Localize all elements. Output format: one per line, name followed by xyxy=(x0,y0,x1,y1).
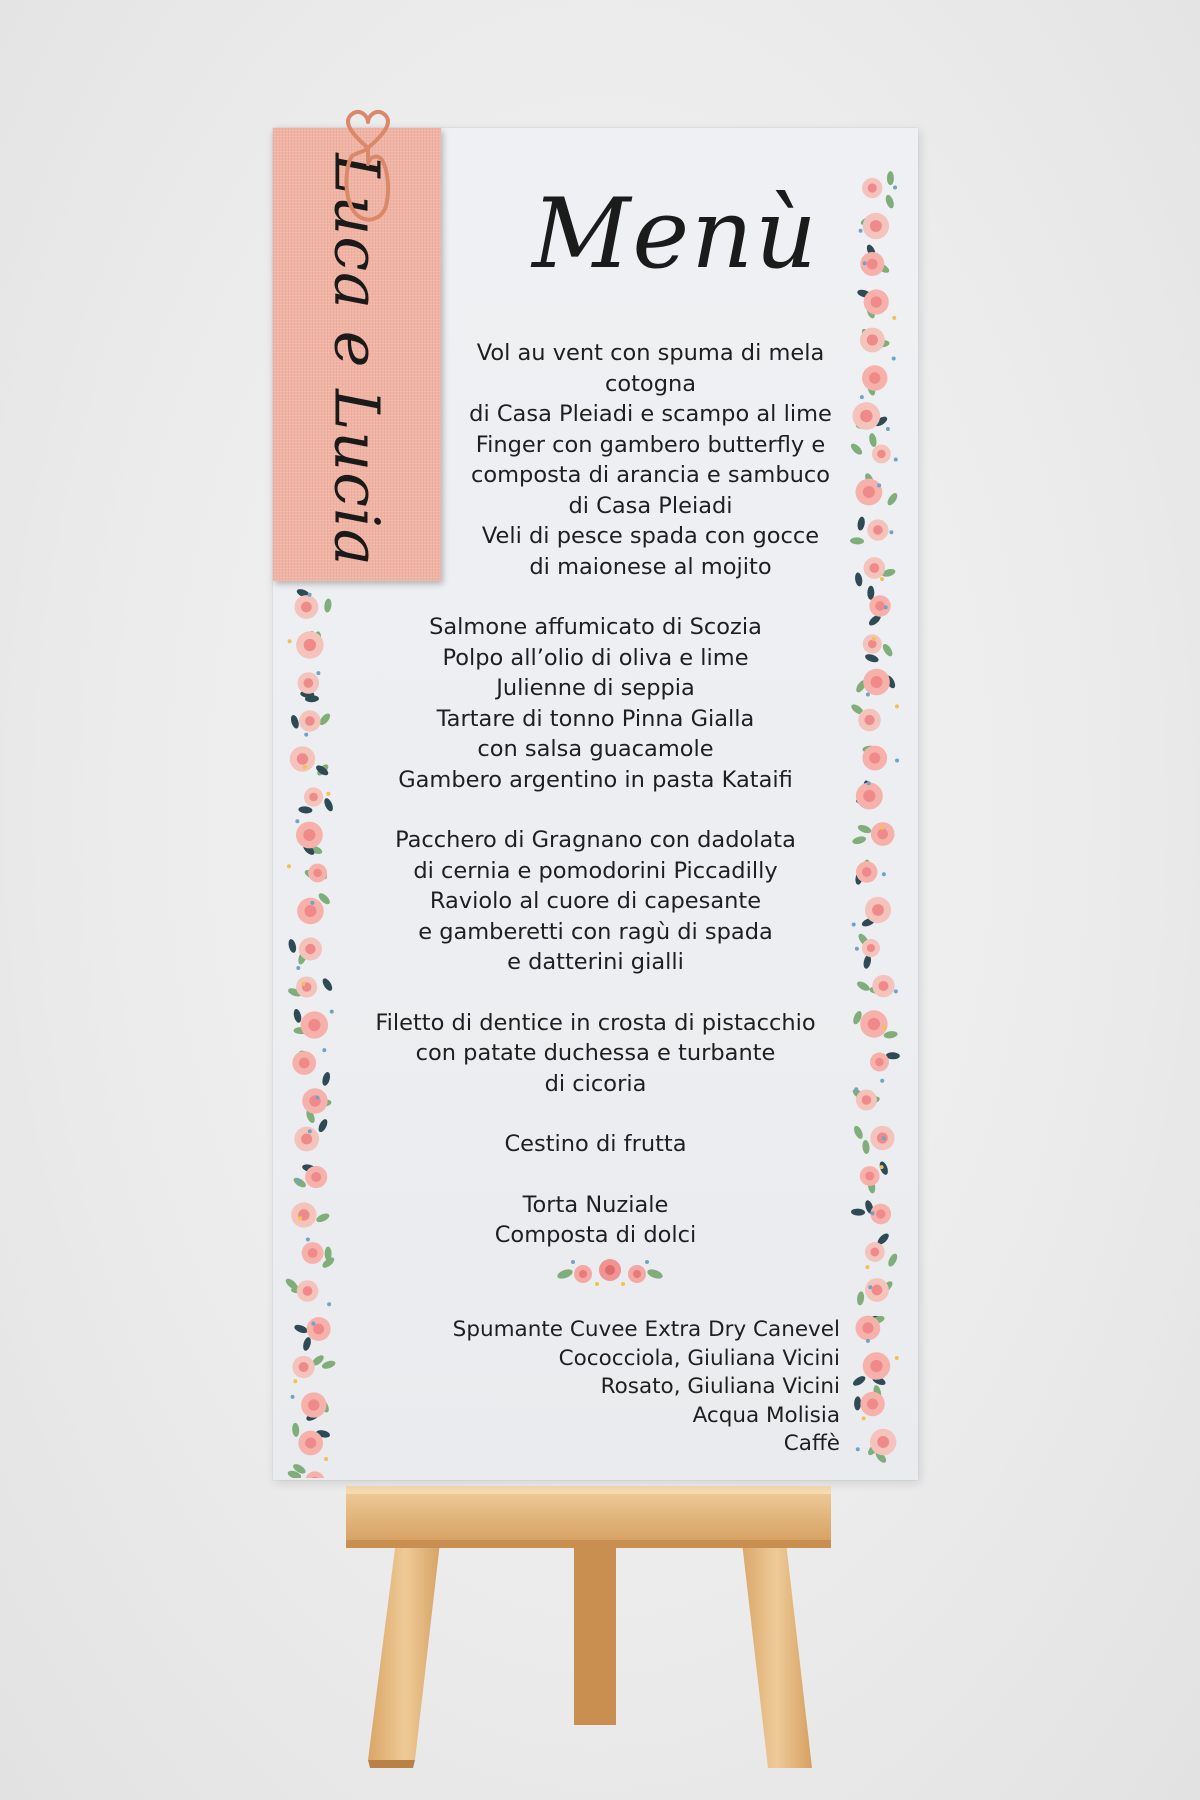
drink-line: Acqua Molisia xyxy=(692,1402,840,1428)
menu-line: Salmone affumicato di Scozia xyxy=(429,614,762,640)
leaf xyxy=(864,653,880,664)
berry xyxy=(872,637,876,641)
rose-center xyxy=(308,1019,320,1031)
leaf xyxy=(287,938,297,953)
rose-center xyxy=(308,1248,318,1258)
leaf xyxy=(325,1247,332,1261)
rose-center xyxy=(875,1058,884,1067)
menu-title: Menù xyxy=(532,178,819,290)
menu-line: Raviolo al cuore di capesante xyxy=(429,888,762,914)
berry xyxy=(880,577,884,581)
rose-center xyxy=(877,1436,889,1448)
berry xyxy=(303,765,307,769)
berry xyxy=(316,671,320,675)
menu-line: Tartare di tonno Pinna Gialla xyxy=(436,705,755,732)
rose-center xyxy=(871,296,882,307)
rose-center xyxy=(305,716,315,726)
leaf xyxy=(878,1160,890,1176)
menu-line: Composta di dolci xyxy=(494,1222,697,1248)
rose-center xyxy=(875,601,885,611)
leaf xyxy=(315,1212,331,1224)
course-primi xyxy=(333,825,858,978)
menu-line: Pacchero di Gragnano con dadolata xyxy=(395,827,796,853)
berry xyxy=(856,1447,860,1451)
rose-center xyxy=(872,1285,883,1296)
rose-center xyxy=(873,525,883,535)
rose-center xyxy=(871,676,883,688)
rose-center xyxy=(877,829,888,840)
floral-divider-icon xyxy=(555,1252,665,1292)
berry xyxy=(895,1356,899,1360)
menu-line: di Casa Pleiadi xyxy=(568,492,733,519)
rose-center xyxy=(863,486,875,498)
menu-line: e gamberetti con ragù di spada xyxy=(418,918,773,945)
rose-center xyxy=(863,790,875,802)
menu-line: Torta Nuziale xyxy=(522,1191,669,1218)
rose-center xyxy=(308,1399,319,1410)
rose-center xyxy=(869,372,880,383)
berry xyxy=(886,427,890,431)
course-frutta xyxy=(333,1129,858,1160)
rose-center xyxy=(867,1399,878,1410)
rose-center xyxy=(878,981,888,991)
rose-center xyxy=(299,1058,310,1069)
course-crudi xyxy=(333,612,858,795)
leaf xyxy=(317,1118,329,1134)
menu-line: e datterini gialli xyxy=(507,949,684,975)
berry xyxy=(894,458,898,462)
heart-paper-clip-icon xyxy=(338,108,398,226)
leaf xyxy=(862,1140,870,1155)
berry xyxy=(326,792,330,796)
rose-center xyxy=(305,944,315,954)
drink-line: Caffè xyxy=(783,1431,840,1456)
menu-line: di cernia e pomodorini Piccadilly xyxy=(413,857,778,884)
leaf xyxy=(324,598,333,613)
leaf xyxy=(298,806,313,814)
couple-names: Luca e Lucia xyxy=(320,153,394,567)
berry xyxy=(889,530,893,534)
berry xyxy=(865,1265,869,1269)
berry xyxy=(880,1165,884,1169)
menu-line: con salsa guacamole xyxy=(477,736,714,762)
berry xyxy=(866,693,870,697)
menu-line: Veli di pesce spada con gocce xyxy=(481,523,820,549)
rose-center xyxy=(870,1248,879,1257)
berry xyxy=(297,1179,301,1183)
rose-center xyxy=(313,1324,324,1335)
rose-center xyxy=(304,639,316,651)
drink-line: Cococciola, Giuliana Vicini xyxy=(558,1345,840,1371)
rose-center xyxy=(297,753,308,764)
berry xyxy=(892,357,896,361)
leaf xyxy=(292,1423,300,1438)
berry xyxy=(880,1079,884,1083)
rose-center xyxy=(868,1018,880,1030)
drinks-list xyxy=(453,1316,840,1459)
rose-center xyxy=(304,905,316,917)
rose-center xyxy=(305,1437,316,1448)
leaf xyxy=(856,1291,865,1306)
floral-border-left xyxy=(279,583,341,1478)
berry xyxy=(862,1416,866,1420)
rose-center xyxy=(860,410,872,422)
berry xyxy=(291,1395,295,1399)
rose-center xyxy=(868,640,877,649)
menu-line: Polpo all’olio di oliva e lime xyxy=(442,644,749,671)
leaf xyxy=(883,1030,898,1039)
berry xyxy=(866,1339,870,1343)
rose-center xyxy=(867,334,878,345)
rose-center xyxy=(862,1095,871,1104)
berry xyxy=(296,966,300,970)
berry xyxy=(894,989,898,993)
rose-center xyxy=(309,793,318,802)
floral-border-icon xyxy=(279,583,341,1478)
menu-line: composta di arancia e sambuco xyxy=(470,462,831,488)
leaf xyxy=(302,1336,313,1351)
menu-line: di Casa Pleiadi e scampo al lime xyxy=(469,401,832,427)
berry xyxy=(293,1379,297,1383)
berry xyxy=(295,819,299,823)
berry xyxy=(868,1285,872,1289)
rose-center xyxy=(301,1133,312,1144)
berry xyxy=(884,605,888,609)
leaf xyxy=(857,823,873,834)
berry xyxy=(298,1216,302,1220)
berry xyxy=(301,982,305,986)
berry xyxy=(324,1457,328,1461)
rose-center xyxy=(313,869,321,877)
berry xyxy=(315,1095,319,1099)
rose-center xyxy=(311,1172,321,1182)
berry xyxy=(304,733,308,737)
rose-center xyxy=(303,829,315,841)
leaf xyxy=(854,1396,861,1410)
berry xyxy=(882,1136,886,1140)
rose-center xyxy=(869,563,879,573)
rose-center xyxy=(872,904,884,916)
rose-center xyxy=(303,1286,313,1296)
rose-center xyxy=(299,1362,309,1372)
menu-line: con patate duchessa e turbante xyxy=(415,1040,776,1066)
rose-center xyxy=(876,1209,885,1218)
berry xyxy=(880,826,884,830)
rose-center xyxy=(867,944,875,952)
berry xyxy=(895,704,899,708)
drink-line: Spumante Cuvee Extra Dry Canevel xyxy=(452,1317,840,1342)
rose-center xyxy=(303,678,313,688)
leaf xyxy=(293,1008,303,1023)
rose-center xyxy=(862,1322,873,1333)
menu-line: di cicoria xyxy=(544,1070,647,1097)
berry xyxy=(895,759,899,763)
rose-center xyxy=(869,752,880,763)
leaf xyxy=(289,714,300,729)
rose-center xyxy=(864,715,874,725)
rose-center xyxy=(870,1360,882,1372)
menu-line: di maionese al mojito xyxy=(529,553,772,580)
berry xyxy=(871,1211,875,1215)
berry xyxy=(892,316,896,320)
berry xyxy=(311,1322,315,1326)
leaf xyxy=(321,1359,336,1370)
menu-line: Vol au vent con spuma di mela cotogna xyxy=(476,340,825,397)
berry xyxy=(308,1129,312,1133)
course-secondo xyxy=(333,1008,858,1100)
leaf xyxy=(293,1323,309,1335)
menu-line: Cestino di frutta xyxy=(504,1131,687,1157)
course-dolci xyxy=(333,1190,858,1251)
berry xyxy=(867,781,871,785)
leaf xyxy=(886,1252,899,1268)
menu-line: Finger con gambero butterfly e xyxy=(475,431,826,458)
berry xyxy=(882,872,886,876)
berry xyxy=(882,1026,886,1030)
leaf xyxy=(851,1374,867,1387)
leaf xyxy=(886,491,900,507)
berry xyxy=(322,1048,326,1052)
berry xyxy=(310,901,314,905)
leaf xyxy=(881,642,894,658)
rose-center xyxy=(877,450,885,458)
menu-line: Filetto di dentice in crosta di pistacchio xyxy=(375,1009,816,1036)
berry xyxy=(860,395,864,399)
berry xyxy=(327,1302,331,1306)
berry xyxy=(308,593,312,597)
rose-center xyxy=(301,602,312,613)
leaf xyxy=(321,1071,331,1086)
rose-center xyxy=(862,867,872,877)
drink-line: Rosato, Giuliana Vicini xyxy=(600,1374,840,1399)
menu-line: Julienne di seppia xyxy=(496,675,695,701)
rose-center xyxy=(865,1172,874,1181)
berry xyxy=(288,639,292,643)
berry xyxy=(287,864,291,868)
menu-line: Gambero argentino in pasta Kataifi xyxy=(398,766,793,793)
berry xyxy=(306,1237,310,1241)
berry xyxy=(877,483,881,487)
leaf xyxy=(868,433,878,448)
